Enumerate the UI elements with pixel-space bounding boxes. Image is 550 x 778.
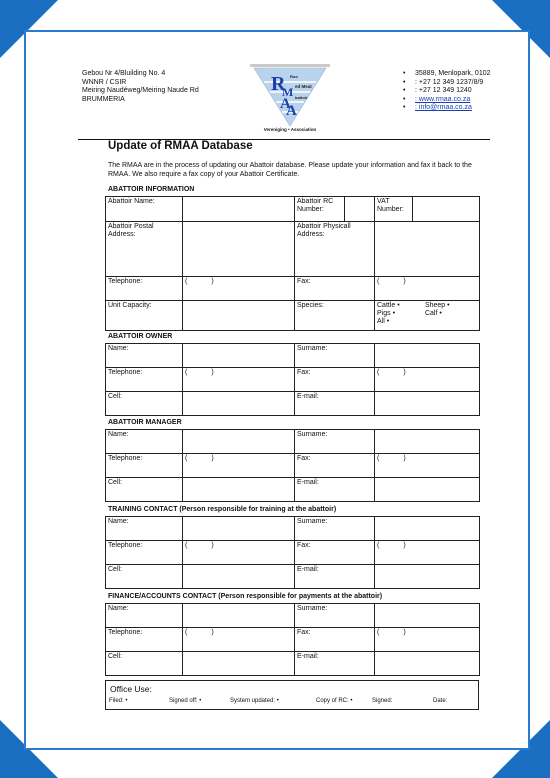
owner-fax-field[interactable]: ( ) [375,368,480,392]
svg-text:A: A [280,96,291,112]
manager-telephone-label: Telephone: [106,454,183,478]
owner-email-field[interactable] [375,392,480,416]
postal-address-field[interactable] [183,222,295,277]
area-code-close: ) [211,278,214,285]
contact-website [403,96,491,105]
owner-name-label: Name: [106,344,183,368]
website-link[interactable]: : www.rmaa.co.za [415,95,471,103]
finance-surname-field[interactable] [375,604,480,628]
finance-name-label: Name: [106,604,183,628]
finance-telephone-label: Telephone: [106,628,183,652]
contact-details [403,70,491,113]
manager-cell-field[interactable] [183,478,295,502]
abattoir-fax-label: Fax: [295,277,375,301]
section-heading-finance-contact: FINANCE/ACCOUNTS CONTACT (Person responsible for payments at the abattoir) [108,593,383,600]
finance-email-field[interactable] [375,652,480,676]
training-name-label: Name: [106,517,183,541]
address-line: Gebou Nr 4/Bluilding No. 4 [82,70,166,77]
manager-email-field[interactable] [375,478,480,502]
email-link[interactable]: : info@rmaa.co.za [415,104,472,112]
owner-fax-label: Fax: [295,368,375,392]
training-email-label: E-mail: [295,565,375,589]
owner-surname-label: Surname: [295,344,375,368]
logo-text-meat: ed Meat [295,84,312,89]
physical-address-field[interactable] [375,222,480,277]
owner-email-label: E-mail: [295,392,375,416]
owner-telephone-label: Telephone: [106,368,183,392]
training-contact-table [105,516,480,589]
section-heading-training-contact: TRAINING CONTACT (Person responsible for training at the abattoir) [108,506,337,513]
owner-cell-label: Cell: [106,392,183,416]
species-all[interactable]: All • [377,318,390,325]
owner-name-field[interactable] [183,344,295,368]
office-copy-of-rc[interactable]: Copy of RC: • [316,698,353,704]
finance-name-field[interactable] [183,604,295,628]
contact-po-box: • 35889, Menlopark, 0102 [403,70,491,79]
finance-telephone-field[interactable]: ( ) [183,628,295,652]
abattoir-information-table [105,196,480,331]
manager-table [105,429,480,502]
area-code-open: ( [377,278,380,285]
training-telephone-field[interactable]: ( ) [183,541,295,565]
vat-number-label: VAT Number: [375,197,413,222]
owner-telephone-field[interactable]: ( ) [183,368,295,392]
office-filed[interactable]: Filed: • [109,698,128,704]
office-signed-off[interactable]: Signed off: • [169,698,202,704]
species-sheep[interactable]: Sheep • [424,302,450,309]
training-telephone-label: Telephone: [106,541,183,565]
species-cattle[interactable]: Cattle • [377,302,400,309]
training-surname-field[interactable] [375,517,480,541]
finance-cell-label: Cell: [106,652,183,676]
svg-text:M: M [282,85,294,99]
manager-telephone-field[interactable]: ( ) [183,454,295,478]
finance-contact-table [105,603,480,676]
section-heading-owner: ABATTOIR OWNER [108,333,173,340]
manager-fax-label: Fax: [295,454,375,478]
office-signed[interactable]: Signed: [372,698,393,704]
office-use-box [105,680,479,710]
abattoir-name-label: Abattoir Name: [106,197,183,222]
training-surname-label: Surname: [295,517,375,541]
abattoir-telephone-label: Telephone: [106,277,183,301]
training-fax-field[interactable]: ( ) [375,541,480,565]
svg-text:R: R [271,73,286,95]
office-date[interactable]: Date: [433,698,448,704]
abattoir-fax-field[interactable] [375,277,480,301]
logo-text-red: Roo [290,74,298,79]
abattoir-rc-label: Abattoir RC Number: [295,197,345,222]
abattoir-rc-field[interactable] [345,197,375,222]
abattoir-telephone-field[interactable] [183,277,295,301]
manager-name-field[interactable] [183,430,295,454]
manager-email-label: E-mail: [295,478,375,502]
section-heading-manager: ABATTOIR MANAGER [108,419,182,426]
manager-cell-label: Cell: [106,478,183,502]
abattoir-name-field[interactable] [183,197,295,222]
owner-table [105,343,480,416]
training-cell-label: Cell: [106,565,183,589]
address-line: WNNR / CSIR [82,78,127,86]
training-cell-field[interactable] [183,565,295,589]
postal-address-label: Abattoir Postal Address: [106,222,183,277]
unit-capacity-label: Unit Capacity: [106,301,183,331]
finance-cell-field[interactable] [183,652,295,676]
intro-paragraph: The RMAA are in the process of updating our Abattoir database. Please update your information and fax it back to the RMAA. We also require a fax copy of your Abattoir Certificate. [108,162,472,178]
finance-email-label: E-mail: [295,652,375,676]
area-code-close: ) [403,278,406,285]
finance-surname-label: Surname: [295,604,375,628]
species-pigs[interactable]: Pigs • [377,310,396,317]
manager-name-label: Name: [106,430,183,454]
physical-address-label: Abattoir Physicall Address: [295,222,375,277]
office-use-title: Office Use: [110,684,152,694]
address-line: Meiring Naudéweg/Meiring Naude Rd [82,87,199,95]
owner-cell-field[interactable] [183,392,295,416]
address-line: BRUMMERIA [82,95,125,103]
contact-fax: • : +27 12 349 1240 [403,87,491,96]
svg-text:A: A [286,103,297,119]
training-fax-label: Fax: [295,541,375,565]
section-heading-abattoir-information: ABATTOIR INFORMATION [108,186,195,193]
owner-surname-field[interactable] [375,344,480,368]
finance-fax-field[interactable]: ( ) [375,628,480,652]
species-calf[interactable]: Calf • [424,310,442,317]
species-options [375,301,480,331]
office-system-updated[interactable]: System updated: • [230,698,279,704]
manager-surname-field[interactable] [375,430,480,454]
logo-tagline: Vereniging • Association [263,127,317,132]
postal-address [82,70,199,104]
finance-fax-label: Fax: [295,628,375,652]
vat-number-field[interactable] [413,197,480,222]
manager-fax-field[interactable]: ( ) [375,454,480,478]
contact-telephone: • : +27 12 349 1237/8/9 [403,79,491,88]
logo-text-abattoir: battoir [295,95,308,100]
rmaa-logo [244,62,336,136]
unit-capacity-field[interactable] [183,301,295,331]
species-list [377,302,477,326]
manager-surname-label: Surname: [295,430,375,454]
species-label: Species: [295,301,375,331]
page-title: Update of RMAA Database [108,140,253,152]
contact-email [403,104,491,113]
training-name-field[interactable] [183,517,295,541]
area-code-open: ( [185,278,188,285]
training-email-field[interactable] [375,565,480,589]
